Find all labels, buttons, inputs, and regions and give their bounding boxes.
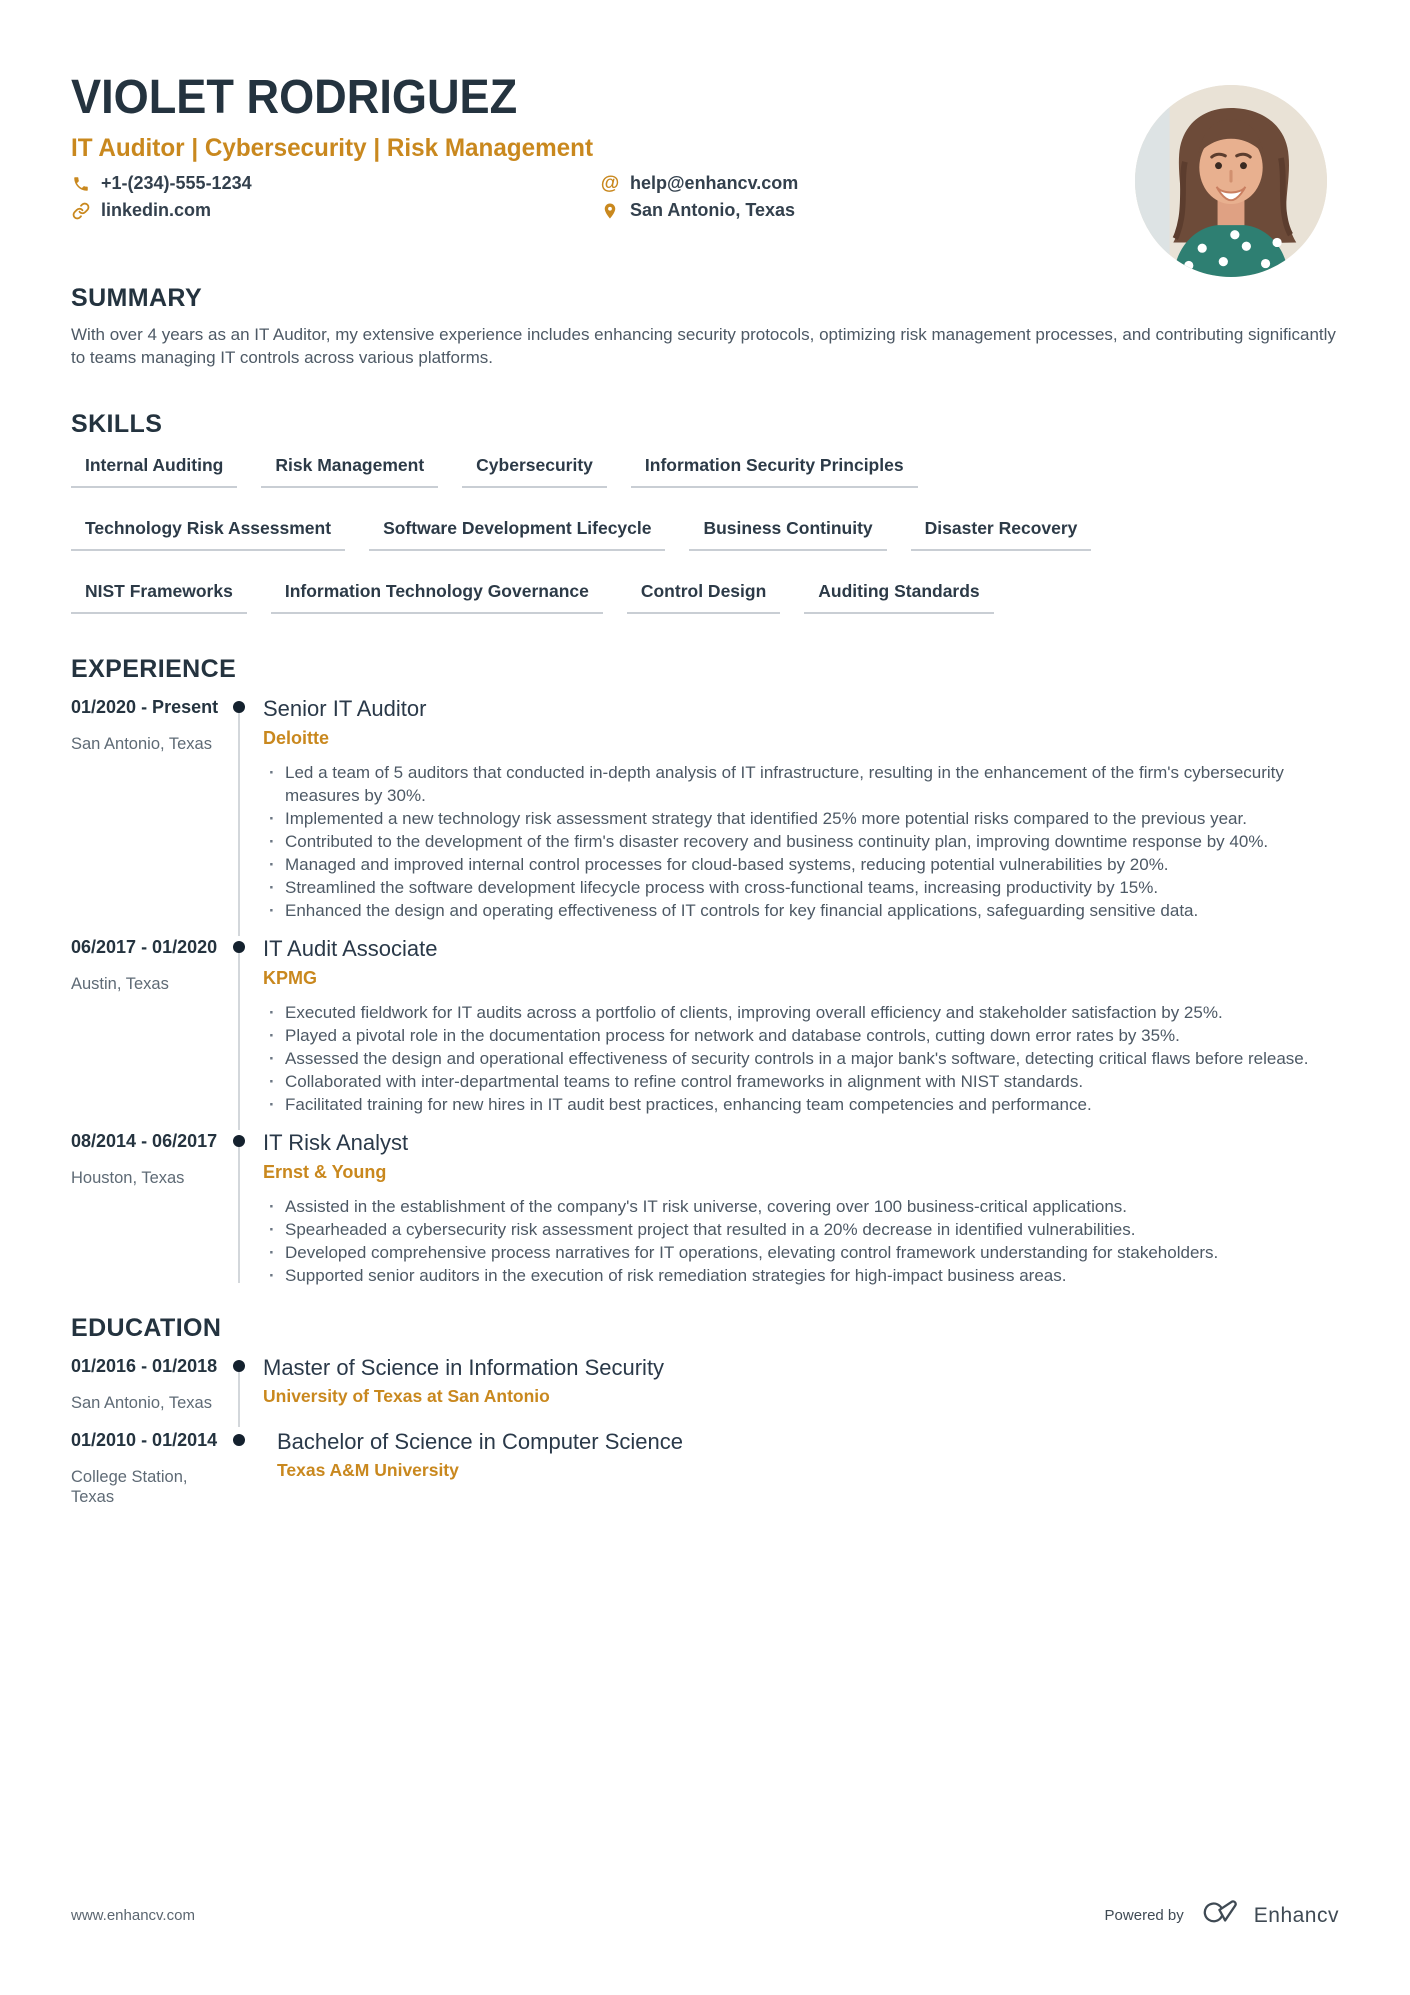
degree-title: Master of Science in Information Security — [263, 1355, 665, 1380]
powered-by-badge — [1105, 1898, 1339, 1933]
company-name: Deloitte — [263, 728, 330, 748]
job-bullet: · Executed fieldwork for IT audits across a portfolio of clients, improving overall efficiency and stakeholder satisfaction by 25%. — [263, 1001, 1318, 1024]
skill-tag: Control Design — [627, 573, 780, 614]
school-name: Texas A&M University — [277, 1460, 459, 1480]
linkedin-contact — [71, 200, 600, 221]
job-title: IT Audit Associate — [263, 936, 438, 961]
education-location: College Station, Texas — [71, 1468, 188, 1506]
link-icon — [71, 201, 91, 221]
skill-tag: Technology Risk Assessment — [71, 510, 345, 551]
skill-row — [71, 447, 1339, 488]
job-bullet: · Enhanced the design and operating effectiveness of IT controls for key financial applications, safeguarding sensitive data. — [263, 899, 1318, 922]
at-icon: @ — [600, 172, 620, 194]
profile-photo — [1135, 85, 1327, 277]
summary-section — [71, 283, 1339, 369]
company-name: KPMG — [263, 968, 317, 988]
education-entry — [71, 1429, 1339, 1507]
skill-tag: Cybersecurity — [462, 447, 607, 488]
summary-text: With over 4 years as an IT Auditor, my extensive experience includes enhancing security protocols, optimizing risk management processes, and contributing significantly to teams managing IT controls across various platforms. — [71, 325, 1336, 367]
job-title: Senior IT Auditor — [263, 696, 427, 721]
education-heading: EDUCATION — [71, 1314, 222, 1342]
website-url[interactable]: www.enhancv.com — [71, 1907, 195, 1924]
location-pin-icon — [600, 201, 620, 221]
timeline-dot — [223, 1355, 263, 1413]
job-dates: 01/2020 - Present — [71, 697, 219, 717]
phone-icon — [71, 174, 91, 194]
job-bullets — [263, 761, 1318, 922]
job-bullets — [263, 1195, 1318, 1287]
education-location: San Antonio, Texas — [71, 1394, 212, 1412]
job-bullets — [263, 1001, 1318, 1116]
brand-name: Enhancv — [1253, 1903, 1339, 1927]
education-entry — [71, 1355, 1339, 1413]
summary-heading: SUMMARY — [71, 284, 203, 312]
skill-tag: NIST Frameworks — [71, 573, 247, 614]
experience-section — [71, 654, 1339, 1287]
job-bullet: · Facilitated training for new hires in IT audit best practices, enhancing team competencies and performance. — [263, 1093, 1318, 1116]
job-bullet: · Played a pivotal role in the documentation process for network and database controls, cutting down error rates by 35%. — [263, 1024, 1318, 1047]
skill-tag: Internal Auditing — [71, 447, 237, 488]
education-dates: 01/2016 - 01/2018 — [71, 1356, 218, 1376]
phone-number: +1-(234)-555-1234 — [101, 173, 252, 193]
job-bullet: · Managed and improved internal control processes for cloud-based systems, reducing potential vulnerabilities by 20%. — [263, 853, 1318, 876]
page-footer — [71, 1898, 1339, 1933]
experience-entry — [71, 696, 1339, 922]
skill-tag: Information Security Principles — [631, 447, 918, 488]
enhancv-logo-icon — [1198, 1898, 1240, 1933]
experience-entry — [71, 936, 1339, 1116]
skill-row — [71, 510, 1339, 551]
job-bullet: · Assisted in the establishment of the company's IT risk universe, covering over 100 business-critical applications. — [263, 1195, 1318, 1218]
headline: IT Auditor | Cybersecurity | Risk Management — [71, 134, 594, 162]
education-section — [71, 1313, 1339, 1507]
profile-photo-illustration — [1135, 85, 1327, 277]
candidate-name: VIOLET RODRIGUEZ — [71, 71, 518, 124]
job-title: IT Risk Analyst — [263, 1130, 409, 1155]
job-bullet: · Streamlined the software development lifecycle process with cross-functional teams, increasing productivity by 15%. — [263, 876, 1318, 899]
job-bullet: · Developed comprehensive process narratives for IT operations, elevating control framework understanding for stakeholders. — [263, 1241, 1318, 1264]
school-name: University of Texas at San Antonio — [263, 1386, 550, 1406]
phone-contact — [71, 173, 600, 194]
skill-tag: Disaster Recovery — [911, 510, 1092, 551]
job-bullet: · Implemented a new technology risk assessment strategy that identified 25% more potential risks compared to the previous year. — [263, 807, 1318, 830]
powered-by-label: Powered by — [1104, 1907, 1184, 1924]
job-bullet: · Contributed to the development of the firm's disaster recovery and business continuity plan, improving downtime response by 40%. — [263, 830, 1318, 853]
timeline-dot — [223, 1130, 263, 1287]
location-text: San Antonio, Texas — [630, 200, 796, 220]
skill-tag: Business Continuity — [689, 510, 886, 551]
timeline-dot — [223, 696, 263, 922]
job-bullet: · Supported senior auditors in the execution of risk remediation strategies for high-impact business areas. — [263, 1264, 1318, 1287]
email-address[interactable]: help@enhancv.com — [630, 173, 799, 193]
skill-row — [71, 573, 1339, 614]
skill-tag: Auditing Standards — [804, 573, 993, 614]
skills-heading: SKILLS — [71, 410, 163, 438]
experience-entry — [71, 1130, 1339, 1287]
job-location: Houston, Texas — [71, 1169, 185, 1187]
timeline-dot — [223, 1429, 263, 1507]
skills-section — [71, 409, 1339, 614]
company-name: Ernst & Young — [263, 1162, 387, 1182]
skill-tag: Software Development Lifecycle — [369, 510, 665, 551]
job-bullet: · Spearheaded a cybersecurity risk assessment project that resulted in a 20% decrease in identified vulnerabilities. — [263, 1218, 1318, 1241]
linkedin-url[interactable]: linkedin.com — [101, 200, 212, 220]
job-dates: 08/2014 - 06/2017 — [71, 1131, 218, 1151]
job-bullet: · Collaborated with inter-departmental teams to refine control frameworks in alignment with NIST standards. — [263, 1070, 1318, 1093]
job-location: San Antonio, Texas — [71, 735, 212, 753]
education-dates: 01/2010 - 01/2014 — [71, 1430, 218, 1450]
skill-tag-list — [71, 447, 1339, 614]
timeline-dot — [223, 936, 263, 1116]
job-bullet: · Led a team of 5 auditors that conducted in-depth analysis of IT infrastructure, resulting in the enhancement of the firm's cybersecurity measures by 30%. — [263, 761, 1318, 807]
skill-tag: Risk Management — [261, 447, 438, 488]
job-bullet: · Assessed the design and operational effectiveness of security controls in a major bank's software, detecting critical flaws before release. — [263, 1047, 1318, 1070]
experience-heading: EXPERIENCE — [71, 655, 237, 683]
job-dates: 06/2017 - 01/2020 — [71, 937, 218, 957]
degree-title: Bachelor of Science in Computer Science — [277, 1429, 683, 1454]
skill-tag: Information Technology Governance — [271, 573, 603, 614]
job-location: Austin, Texas — [71, 975, 169, 993]
